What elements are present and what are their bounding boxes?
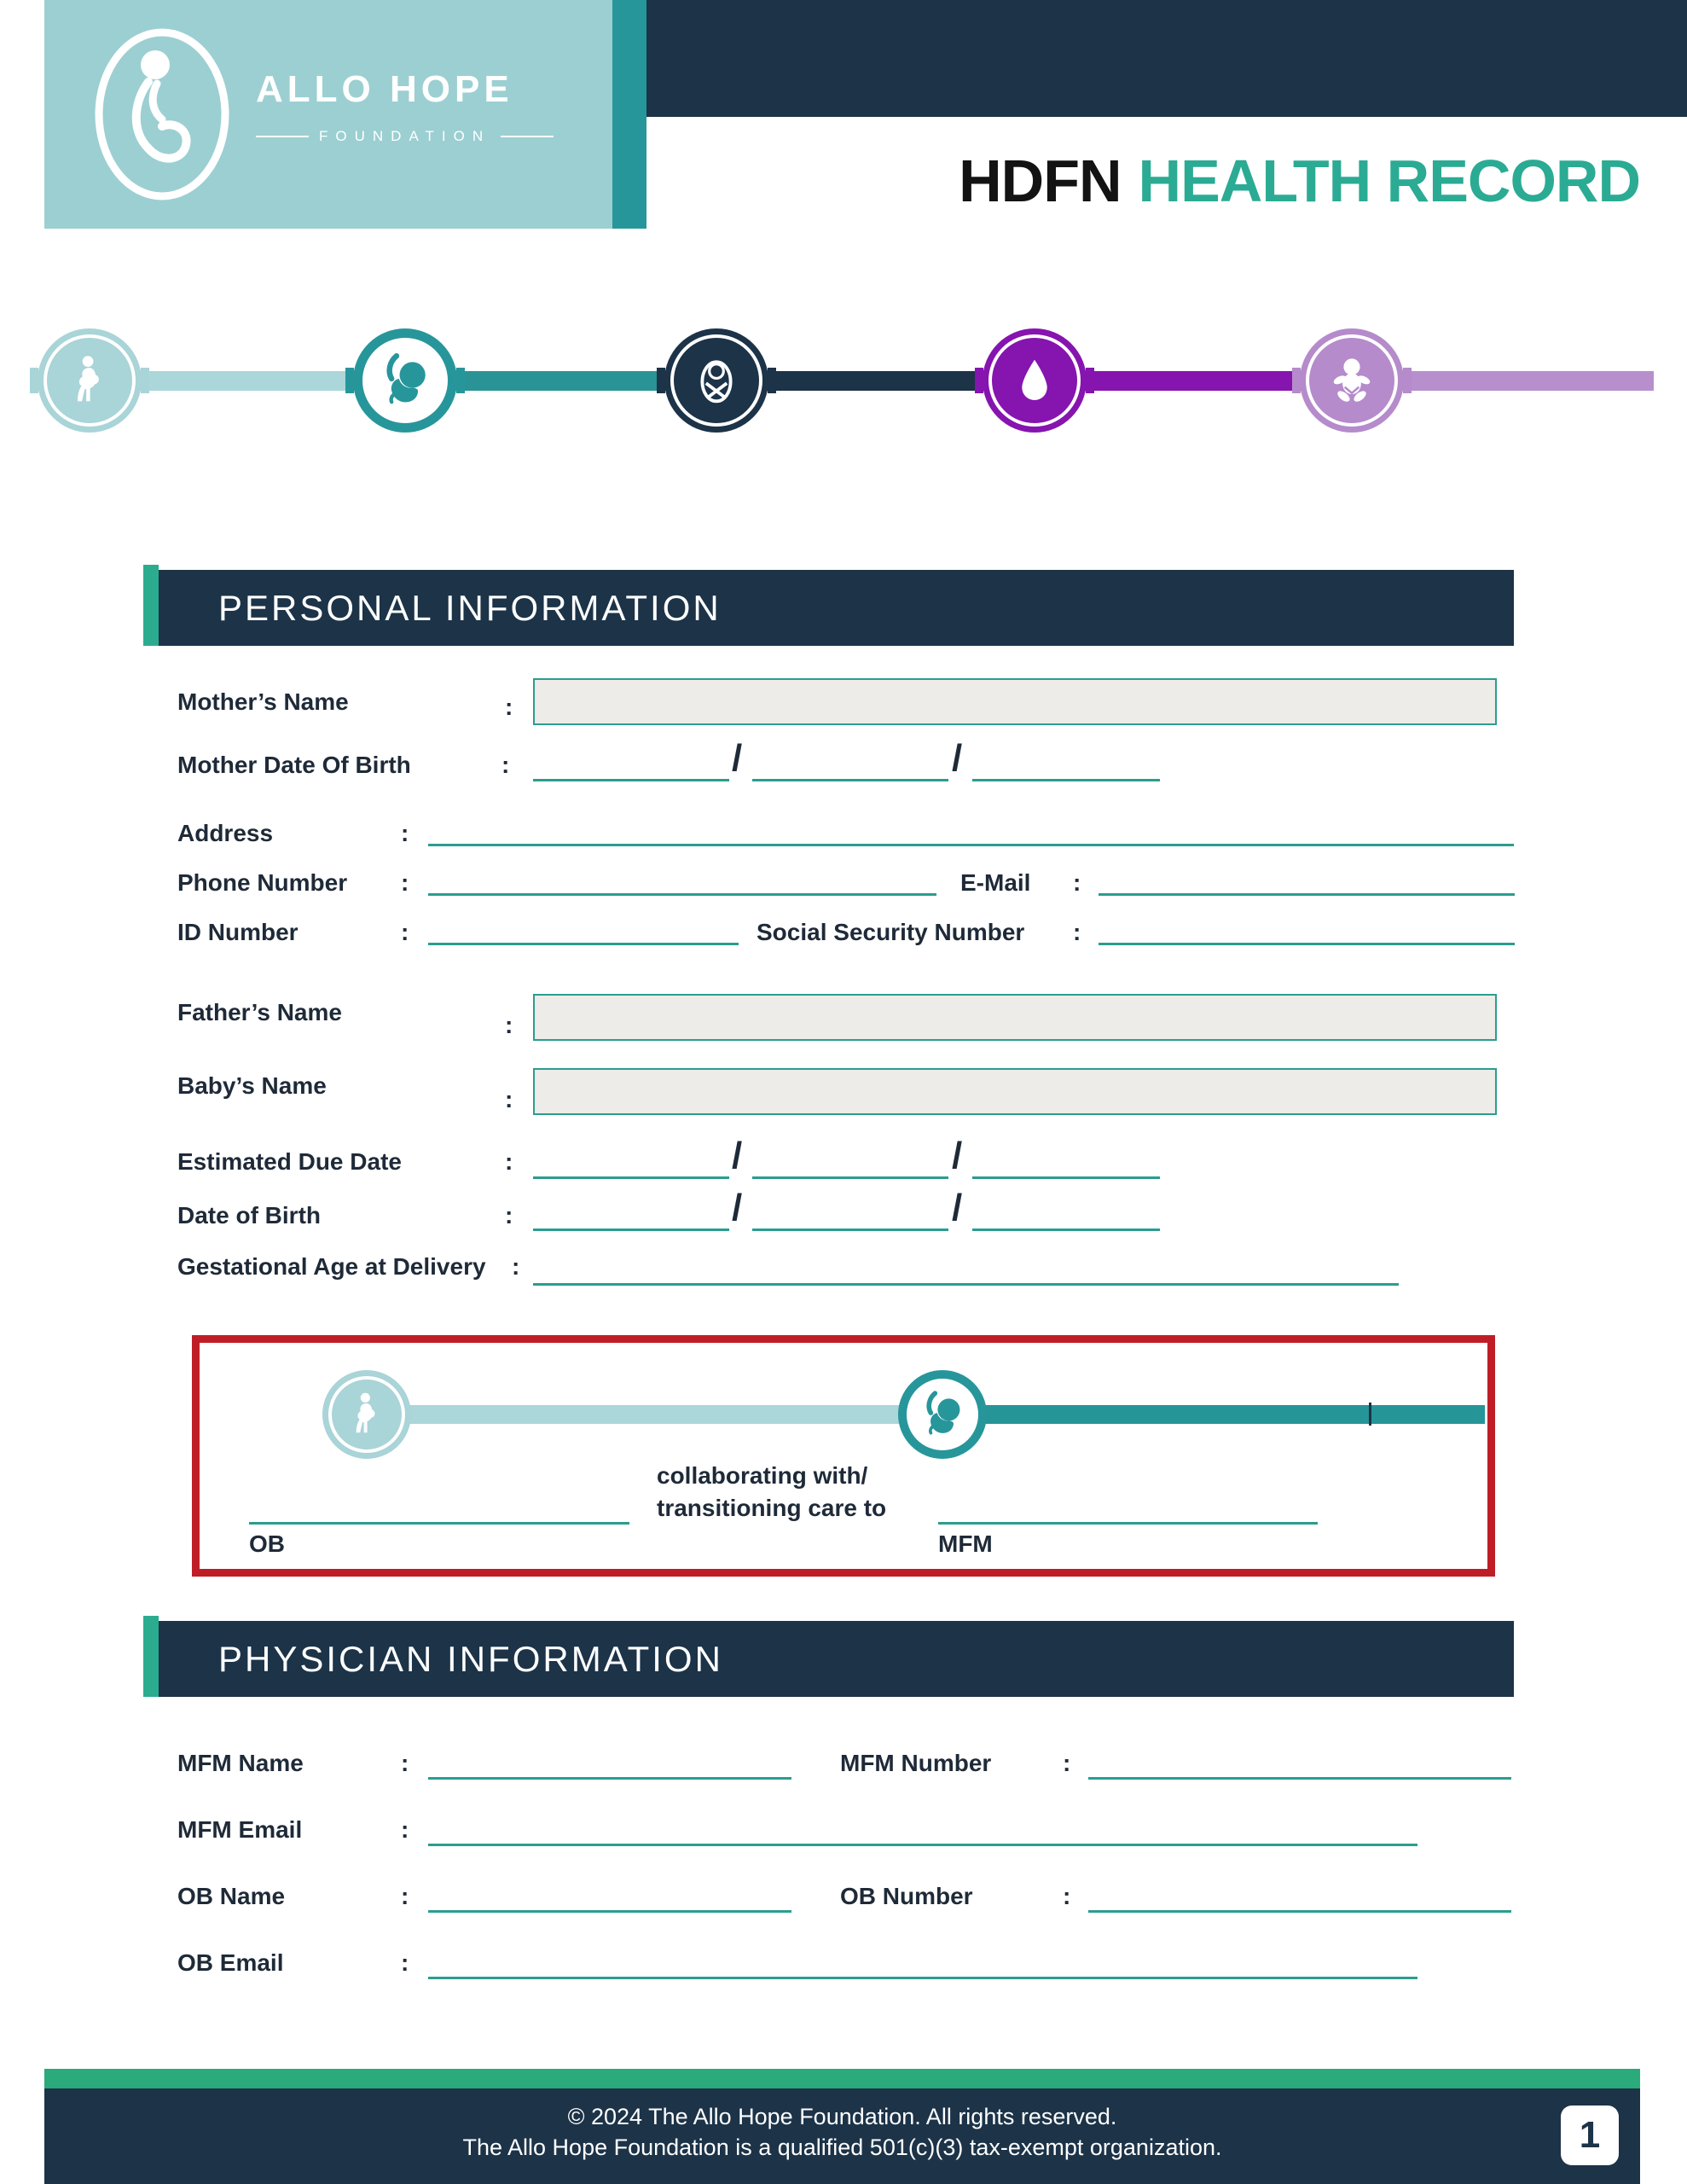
mother-dob-year-input[interactable] [972,752,1160,781]
dob-label: Date of Birth [177,1202,321,1228]
infant-icon [1325,353,1379,408]
page-number: 1 [1579,2114,1601,2156]
footer-copyright: © 2024 The Allo Hope Foundation. All rights reserved. [567,2104,1117,2129]
ob-email-input[interactable] [428,1950,1417,1979]
personal-info-title: PERSONAL INFORMATION [218,587,722,628]
mfm-label: MFM [938,1531,993,1557]
address-input[interactable] [428,817,1514,846]
timeline-tab [1086,368,1094,393]
mfm-number-label: MFM Number [840,1750,992,1776]
colon: : [401,869,409,896]
section-accent [143,565,159,646]
mfm-email-input[interactable] [428,1817,1417,1846]
fetus-icon [916,1388,969,1441]
due-date-day-input[interactable] [533,1150,729,1179]
gestational-age-input[interactable] [533,1257,1399,1286]
physician-info-title: PHYSICIAN INFORMATION [218,1638,723,1679]
timeline-stage-pregnancy [38,328,142,433]
cursor-tick [1369,1403,1371,1426]
mini-stage-fetus-mfm [898,1370,987,1459]
logo-block [44,0,612,229]
page-title [597,147,1640,215]
colon: : [401,820,409,846]
timeline-tab [456,368,465,393]
mini-timeline-segment-teal [942,1405,1485,1424]
logo-subtitle: FOUNDATION [319,128,491,144]
logo-wordmark: ALLO HOPE [256,68,513,110]
ob-number-label: OB Number [840,1883,973,1909]
logo-subtitle-row [256,128,554,145]
divider-line [256,136,309,137]
mfm-name-label: MFM Name [177,1750,304,1776]
footer-green-strip [44,2069,1640,2088]
fetus-icon [374,350,436,411]
baby-name-input[interactable] [533,1068,1497,1115]
collaborating-with-text: collaborating with/ [657,1462,868,1489]
page-title-hdfn: HDFN [959,148,1122,214]
due-date-year-input[interactable] [972,1150,1160,1179]
date-slash: / [732,737,743,779]
colon: : [1063,1750,1071,1776]
email-label: E-Mail [960,869,1031,896]
mfm-provider-input[interactable] [938,1496,1318,1525]
mfm-number-input[interactable] [1088,1751,1511,1780]
divider-line [501,136,554,137]
ob-name-input[interactable] [428,1884,791,1913]
care-collaboration-box [192,1335,1495,1577]
section-accent [143,1616,159,1697]
id-number-input[interactable] [428,916,739,945]
timeline-tab [141,368,149,393]
date-slash: / [732,1135,743,1176]
colon: : [505,1012,513,1038]
mother-logo-icon [77,26,247,203]
colon: : [401,1883,409,1909]
dob-day-input[interactable] [533,1202,729,1231]
pregnant-woman-icon [62,353,117,408]
transitioning-care-text: transitioning care to [657,1495,887,1521]
timeline-stage-newborn [664,328,768,433]
mini-timeline-segment-light [367,1405,942,1424]
mfm-email-label: MFM Email [177,1816,303,1843]
timeline-stage-blood [983,328,1087,433]
header-navy-band [646,0,1687,117]
timeline-tab [1403,368,1412,393]
colon: : [1073,869,1081,896]
colon: : [1073,919,1081,945]
page-number-box [1561,2106,1619,2165]
timeline-tab [768,368,776,393]
colon: : [501,752,510,778]
dob-year-input[interactable] [972,1202,1160,1231]
father-name-input[interactable] [533,994,1497,1041]
baby-name-label: Baby’s Name [177,1072,327,1099]
timeline-stage-fetus [353,328,457,433]
colon: : [401,919,409,945]
colon: : [512,1253,520,1280]
email-input[interactable] [1099,867,1515,896]
colon: : [401,1949,409,1976]
mother-name-input[interactable] [533,678,1497,725]
mfm-name-input[interactable] [428,1751,791,1780]
blood-drop-icon [1007,353,1062,408]
phone-label: Phone Number [177,869,348,896]
colon: : [505,1086,513,1112]
due-date-label: Estimated Due Date [177,1148,402,1175]
date-slash: / [952,1187,963,1228]
page-title-health-record: HEALTH RECORD [1138,148,1640,214]
mother-name-label: Mother’s Name [177,688,349,715]
ob-provider-input[interactable] [249,1496,629,1525]
dob-month-input[interactable] [752,1202,948,1231]
gestational-age-label: Gestational Age at Delivery [177,1253,486,1280]
mother-dob-day-input[interactable] [533,752,729,781]
mini-stage-pregnancy-ob [322,1370,411,1459]
mother-dob-label: Mother Date Of Birth [177,752,411,778]
ob-email-label: OB Email [177,1949,284,1976]
ob-number-input[interactable] [1088,1884,1511,1913]
ob-label: OB [249,1531,285,1557]
colon: : [1063,1883,1071,1909]
pregnant-woman-icon [343,1391,391,1438]
ssn-label: Social Security Number [757,919,1025,945]
phone-input[interactable] [428,867,936,896]
father-name-label: Father’s Name [177,999,342,1025]
due-date-month-input[interactable] [752,1150,948,1179]
physician-info-header [159,1621,1514,1697]
ssn-input[interactable] [1099,916,1515,945]
id-number-label: ID Number [177,919,299,945]
address-label: Address [177,820,274,846]
timeline-stage-infant [1300,328,1404,433]
colon: : [505,694,513,720]
date-slash: / [732,1187,743,1228]
ob-name-label: OB Name [177,1883,286,1909]
personal-info-header [159,570,1514,646]
colon: : [401,1816,409,1843]
colon: : [505,1202,513,1228]
mother-dob-month-input[interactable] [752,752,948,781]
footer-tax-status: The Allo Hope Foundation is a qualified 501(c)(3) tax-exempt organization. [462,2135,1222,2160]
colon: : [505,1148,513,1175]
date-slash: / [952,1135,963,1176]
date-slash: / [952,737,963,779]
colon: : [401,1750,409,1776]
newborn-swaddle-icon [689,353,744,408]
